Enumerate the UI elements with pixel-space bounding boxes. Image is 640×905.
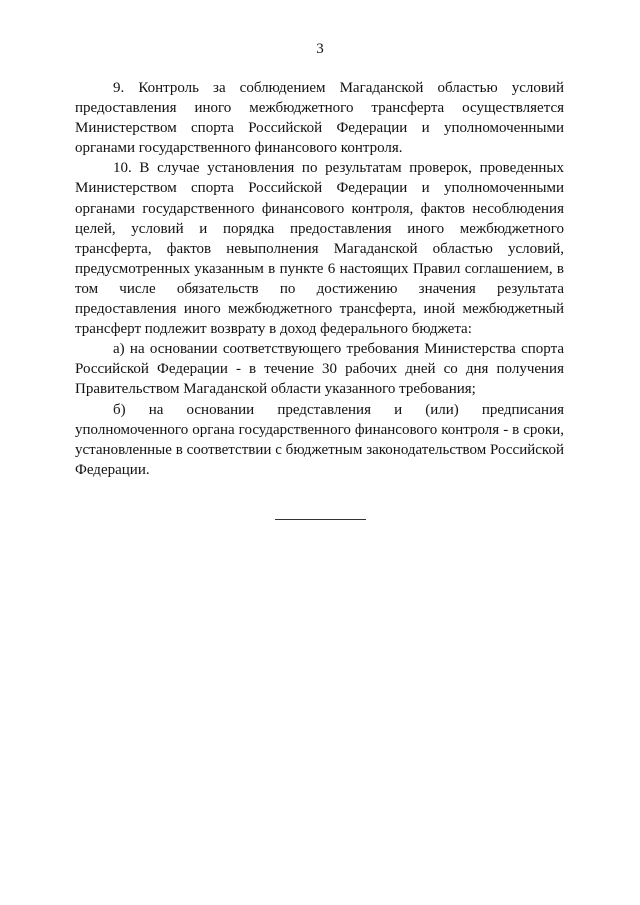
end-separator-line	[275, 519, 366, 520]
subparagraph-b: б) на основании представления и (или) предписания уполномоченного органа государственного финансового контроля - в сроки, установленные в соответствии с бюджетным законодательством Российской Федерации.	[75, 401, 564, 478]
paragraph-10-refund: 10. В случае установления по результатам проверок, проведенных Министерством спорта Российской Федерации и уполномоченными органами государственного финансового контроля, фактов несоблюдения целей, условий и порядка предоставления иного межбюджетного трансферта, фактов невыполнения Магаданской областью условий, предусмотренных указанным в пункте 6 настоящих Правил соглашением, в том числе обязательств по достижению значения результата предоставления иного межбюджетного трансферта, иной межбюджетный трансферт подлежит возврату в доход федерального бюджета:	[75, 160, 564, 338]
document-body	[75, 78, 564, 480]
paragraph-9-control: 9. Контроль за соблюдением Магаданской областью условий предоставления иного межбюджетного трансферта осуществляется Министерством спорта Российской Федерации и уполномоченными органами государственного финансового контроля.	[75, 80, 564, 157]
page-number: 3	[316, 41, 324, 57]
subparagraph-a: а) на основании соответствующего требования Министерства спорта Российской Федерации - в течение 30 рабочих дней со дня получения Правительством Магаданской области указанного требования;	[75, 341, 564, 398]
